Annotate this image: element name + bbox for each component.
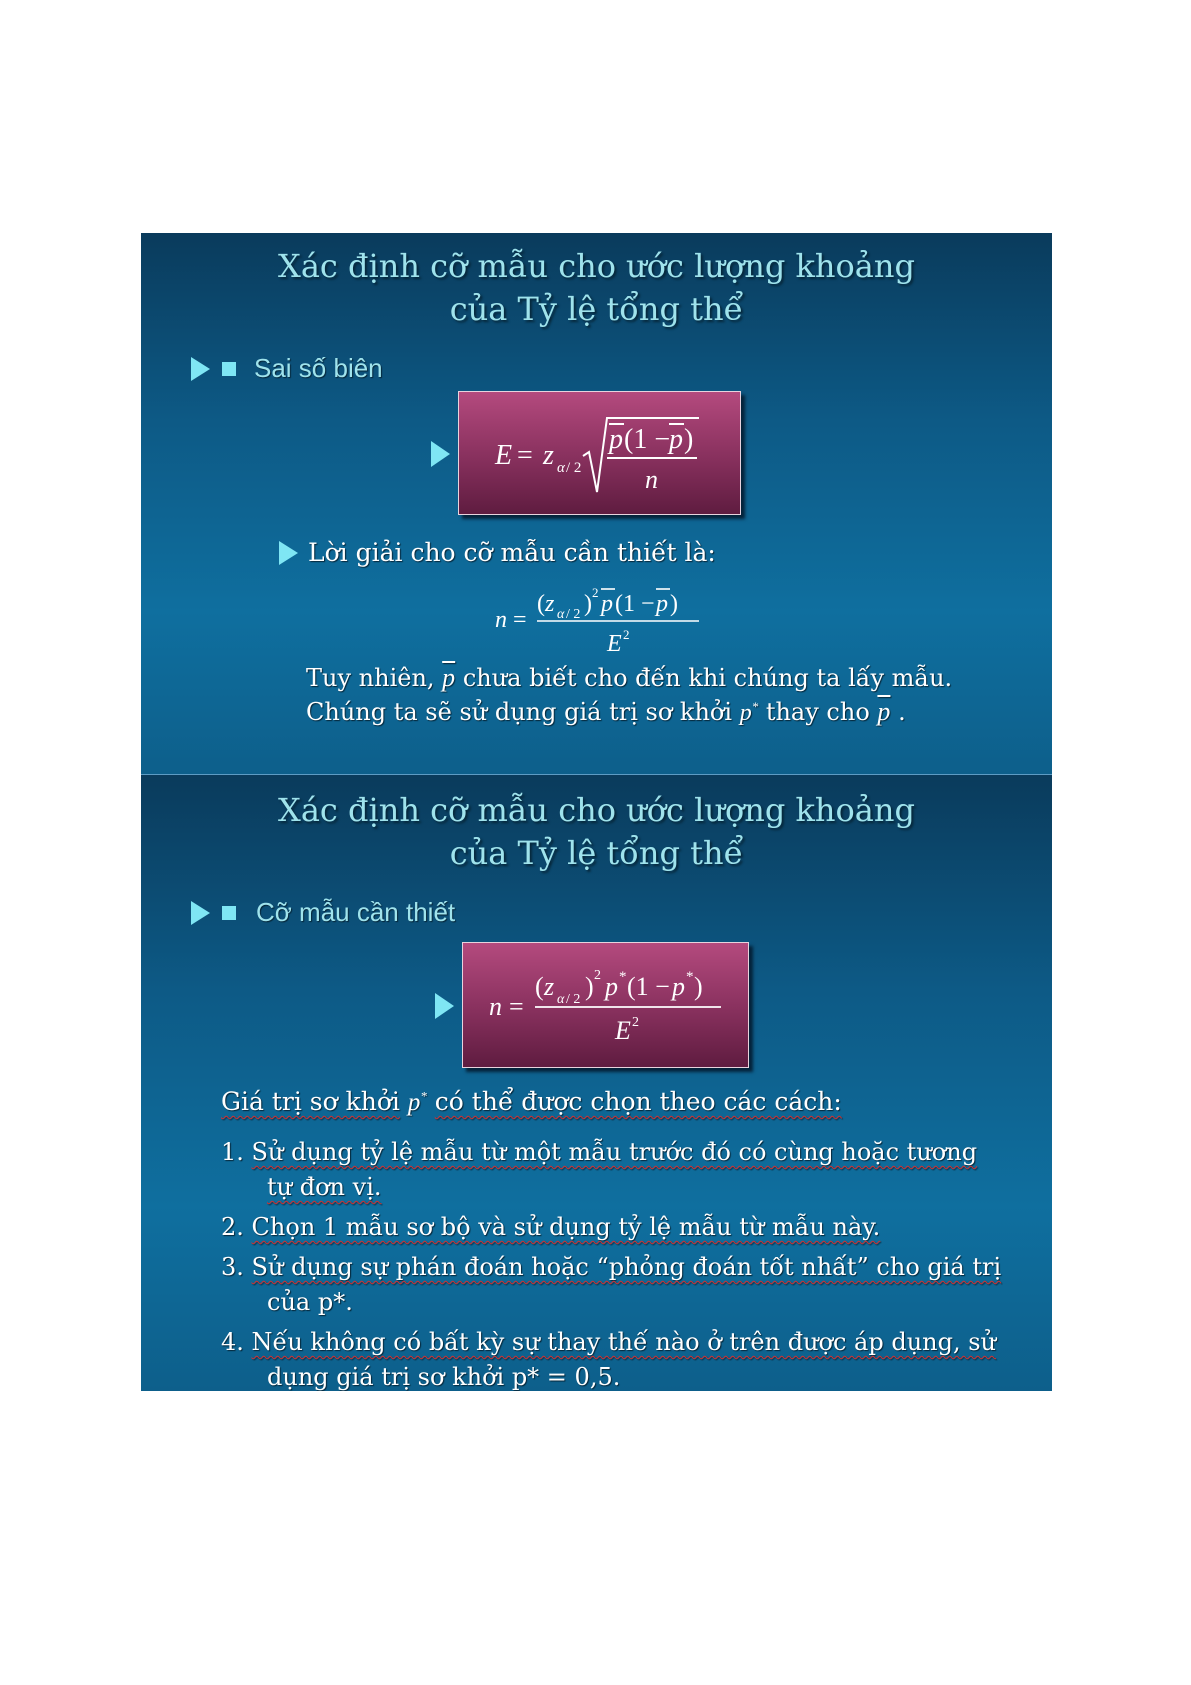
svg-text:z: z xyxy=(544,972,555,1001)
list-item xyxy=(221,1325,1041,1391)
list-item-number: 1. xyxy=(221,1138,244,1166)
note-line-1 xyxy=(306,663,952,693)
initial-value-methods-list xyxy=(221,1135,1041,1391)
required-sample-size-formula-graphic xyxy=(463,943,748,1067)
margin-of-error-formula-graphic xyxy=(459,392,740,514)
list-item-text-continued: dụng giá trị sơ khởi p* = 0,5. xyxy=(267,1363,621,1391)
svg-text:α: α xyxy=(557,460,565,476)
note-line-2-mid: thay cho xyxy=(765,698,870,726)
svg-text:p: p xyxy=(669,424,683,455)
initial-value-intro xyxy=(221,1087,842,1117)
svg-text:E: E xyxy=(607,631,622,657)
p-bar-symbol: $\overline{p}$ xyxy=(877,697,891,726)
svg-text:=: = xyxy=(509,992,524,1021)
sample-size-formula xyxy=(491,575,731,667)
slide-1-solution-bullet xyxy=(279,538,716,567)
svg-text:): ) xyxy=(584,591,592,617)
slide-1 xyxy=(141,233,1052,774)
svg-text:(1 −: (1 − xyxy=(624,424,671,455)
svg-text:/ 2: / 2 xyxy=(566,992,581,1007)
list-item-text: Sử dụng tỷ lệ mẫu từ một mẫu trước đó có cùng hoặc tương xyxy=(251,1138,978,1166)
p-star-symbol: p* xyxy=(407,1088,427,1116)
list-item xyxy=(221,1135,1041,1205)
solution-intro-text: Lời giải cho cỡ mẫu cần thiết là: xyxy=(308,538,716,567)
initial-value-intro-start: Giá trị sơ khởi xyxy=(221,1087,400,1116)
svg-text:/ 2: / 2 xyxy=(566,460,582,476)
slide-1-title-line2: của Tỷ lệ tổng thể xyxy=(449,290,744,328)
svg-text:p: p xyxy=(601,591,613,617)
list-item-text: Sử dụng sự phán đoán hoặc “phỏng đoán tốt nhất” cho giá trị xyxy=(251,1253,1002,1281)
svg-text:2: 2 xyxy=(623,627,630,642)
p-bar-symbol: $\overline{p}$ xyxy=(442,663,456,692)
slide-2-title xyxy=(141,789,1052,875)
svg-text:n: n xyxy=(489,992,502,1021)
note-line-1-start: Tuy nhiên, xyxy=(306,664,435,692)
note-line-2 xyxy=(306,697,906,727)
slide-2-bullet xyxy=(191,897,455,928)
slide-2-title-line2: của Tỷ lệ tổng thể xyxy=(449,834,744,872)
svg-text:n: n xyxy=(495,607,507,633)
slide-1-title-line1: Xác định cỡ mẫu cho ước lượng khoảng xyxy=(278,247,915,285)
svg-text:): ) xyxy=(684,424,694,455)
svg-text:): ) xyxy=(585,972,594,1001)
svg-text:(1 −: (1 − xyxy=(615,591,655,617)
note-line-2-start: Chúng ta sẽ sử dụng giá trị sơ khởi xyxy=(306,698,733,726)
svg-text:=: = xyxy=(517,440,533,471)
svg-text:=: = xyxy=(513,607,527,633)
slide-2-title-line1: Xác định cỡ mẫu cho ước lượng khoảng xyxy=(278,791,915,829)
triangle-right-icon xyxy=(435,993,454,1019)
svg-text:2: 2 xyxy=(592,585,599,600)
initial-value-intro-end: có thể được chọn theo các cách: xyxy=(434,1087,842,1116)
svg-text:p: p xyxy=(672,972,685,1001)
svg-text:z: z xyxy=(543,440,554,471)
svg-text:n: n xyxy=(645,465,658,494)
triangle-right-icon xyxy=(279,541,298,565)
slide-1-title xyxy=(141,245,1052,331)
svg-text:2: 2 xyxy=(594,968,601,983)
svg-text:α: α xyxy=(557,992,565,1007)
square-icon xyxy=(222,906,236,920)
square-icon xyxy=(222,362,236,376)
svg-text:(1 −: (1 − xyxy=(627,972,670,1001)
svg-text:(: ( xyxy=(535,972,544,1001)
list-item xyxy=(221,1250,1041,1320)
svg-text:p: p xyxy=(656,591,668,617)
list-item-text-continued: tự đơn vị. xyxy=(267,1173,382,1201)
p-star-symbol: p* xyxy=(739,699,759,726)
list-item-text-continued: của p*. xyxy=(267,1288,353,1316)
list-item-number: 3. xyxy=(221,1253,244,1281)
list-item-text: Chọn 1 mẫu sơ bộ và sử dụng tỷ lệ mẫu từ mẫu này. xyxy=(251,1213,881,1241)
svg-text:p: p xyxy=(609,424,623,455)
list-item-text: Nếu không có bất kỳ sự thay thế nào ở trên được áp dụng, sử xyxy=(251,1328,997,1356)
svg-text:*: * xyxy=(686,969,694,985)
svg-text:(: ( xyxy=(537,591,545,617)
svg-text:): ) xyxy=(694,972,703,1001)
svg-text:E: E xyxy=(495,440,513,471)
slide-1-bullet xyxy=(191,353,383,384)
triangle-right-icon xyxy=(191,357,210,381)
svg-text:z: z xyxy=(545,591,555,617)
list-item xyxy=(221,1210,1041,1245)
required-sample-size-formula xyxy=(462,942,749,1068)
svg-text:*: * xyxy=(619,969,627,985)
svg-text:/ 2: / 2 xyxy=(566,607,581,622)
note-line-1-end: chưa biết cho đến khi chúng ta lấy mẫu. xyxy=(462,664,953,692)
note-line-2-end: . xyxy=(898,698,906,726)
list-item-number: 2. xyxy=(221,1213,244,1241)
slide-1-bullet-label: Sai số biên xyxy=(254,353,383,383)
triangle-right-icon xyxy=(431,441,450,467)
list-item-number: 4. xyxy=(221,1328,244,1356)
slide-2-bullet-label: Cỡ mẫu cần thiết xyxy=(256,897,456,927)
svg-text:E: E xyxy=(615,1016,631,1045)
svg-text:α: α xyxy=(557,607,565,622)
margin-of-error-formula xyxy=(458,391,741,515)
svg-text:p: p xyxy=(605,972,618,1001)
triangle-right-icon xyxy=(191,901,210,925)
svg-text:2: 2 xyxy=(632,1015,639,1030)
slide-2 xyxy=(141,774,1052,1391)
svg-text:): ) xyxy=(670,591,678,617)
